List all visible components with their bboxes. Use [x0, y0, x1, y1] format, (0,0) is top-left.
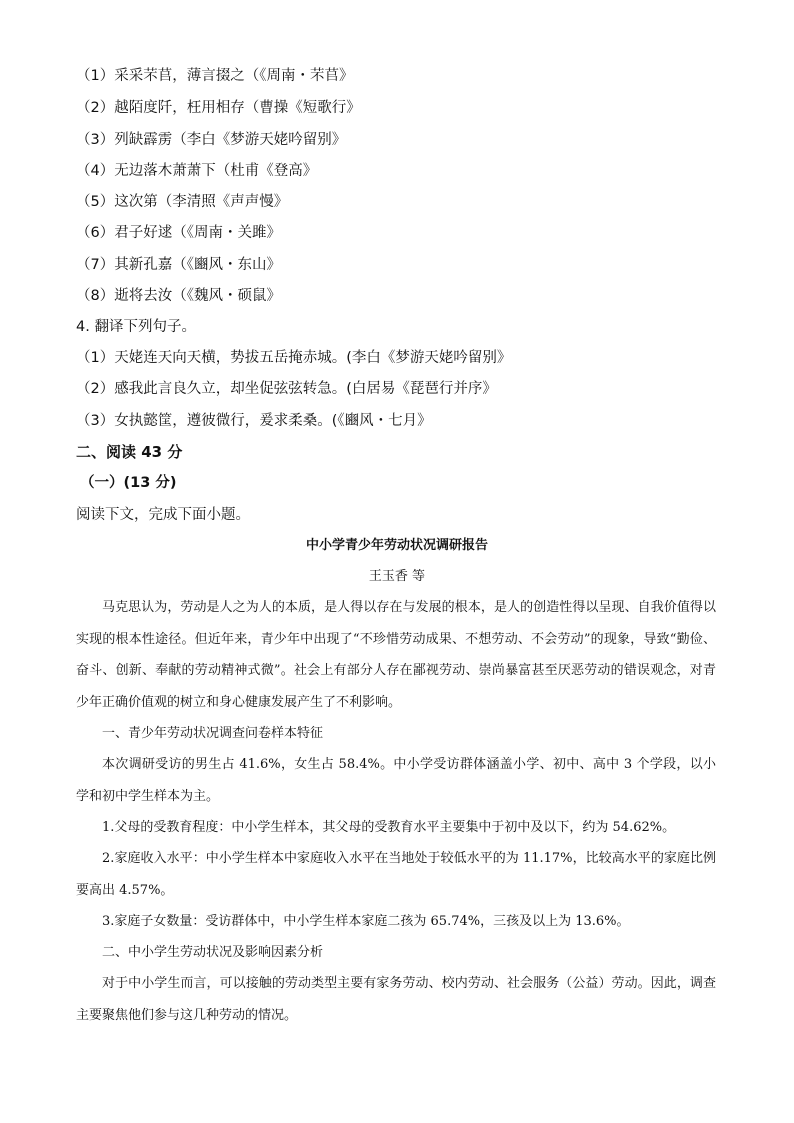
list-item: （4）无边落木萧萧下（杜甫《登高》: [76, 163, 318, 179]
list-item: （1）天姥连天向天横，势拔五岳掩赤城。(李白《梦游天姥吟留别》: [76, 350, 512, 366]
question-title: 4. 翻译下列句子。: [76, 319, 196, 335]
list-item: （7）其新孔嘉（《豳风・东山》: [76, 257, 281, 273]
article-paragraph: 2.家庭收入水平：中小学生样本中家庭收入水平在当地处于较低水平的为 11.17%，比较高水平的家庭比例要高出 4.57%。: [76, 851, 716, 898]
list-item: （3）列缺霹雳（李白《梦游天姥吟留别》: [76, 132, 347, 148]
article-heading: 一、青少年劳动状况调查问卷样本特征: [102, 726, 324, 741]
article-paragraph: 对于中小学生而言，可以接触的劳动类型主要有家务劳动、校内劳动、社会服务（公益）劳动。因此，调查主要聚焦他们参与这几种劳动的情况。: [76, 976, 716, 1023]
article-author: 王玉香 等: [368, 569, 426, 584]
list-item: （2）越陌度阡，枉用相存（曹操《短歌行》: [76, 100, 361, 116]
instruction-text: 阅读下文，完成下面小题。: [76, 507, 250, 523]
subsection-title: （一）(13 分): [80, 475, 177, 491]
list-item: （8）逝将去汝（《魏风・硕鼠》: [76, 288, 281, 304]
list-item: （2）感我此言良久立，却坐促弦弦转急。(白居易《琵琶行并序》: [76, 381, 497, 397]
article-paragraph: 3.家庭子女数量：受访群体中，中小学生样本家庭二孩为 65.74%，三孩及以上为 13.6%。: [102, 914, 630, 929]
list-item: （1）采采芣苢，薄言掇之（《周南・芣苢》: [76, 68, 354, 84]
section-title: 二、阅读 43 分: [76, 443, 183, 461]
article-paragraph: 本次调研受访的男生占 41.6%，女生占 58.4%。中小学受访群体涵盖小学、初中、高中 3 个学段，以小学和初中学生样本为主。: [76, 757, 716, 804]
article-paragraph: 1.父母的受教育程度：中小学生样本，其父母的受教育水平主要集中于初中及以下，约为 54.62%。: [102, 820, 676, 835]
list-item: （5）这次第（李清照《声声慢》: [76, 194, 289, 210]
article-heading: 二、中小学生劳动状况及影响因素分析: [102, 945, 324, 960]
article-paragraph: 马克思认为，劳动是人之为人的本质，是人得以存在与发展的根本，是人的创造性得以呈现、自我价值得以实现的根本性途径。但近年来，青少年中出现了“不珍惜劳动成果、不想劳动、不会劳动”的现象，导致“勤俭、奋斗、创新、奉献的劳动精神式微”。社会上有部分人存在鄙视劳动、崇尚暴富甚至厌恶劳动的错误观念，对青少年正确价值观的树立和身心健康发展产生了不利影响。: [76, 600, 716, 710]
article-title: 中小学青少年劳动状况调研报告: [305, 538, 488, 553]
list-item: （3）女执懿筐，遵彼微行，爰求柔桑。(《豳风・七月》: [76, 413, 432, 429]
list-item: （6）君子好逑（《周南・关雎》: [76, 225, 281, 241]
